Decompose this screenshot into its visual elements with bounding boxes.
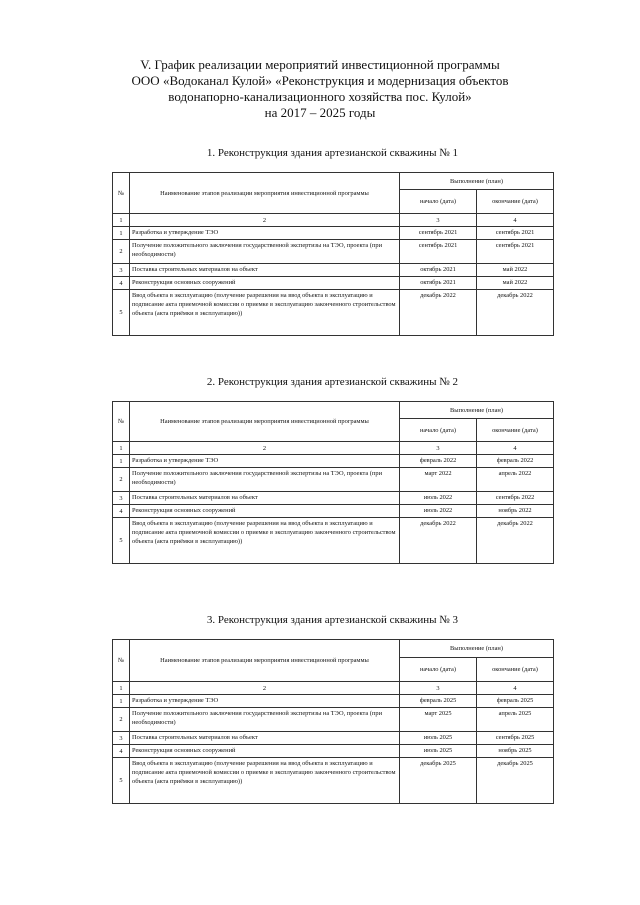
section-title: 1. Реконструкция здания артезианской скважины № 1 — [206, 147, 459, 159]
row-stage-name: Разработка и утверждение ТЭО — [130, 227, 400, 240]
title-line-3: водонапорно-канализационного хозяйства пос. Кулой» — [168, 89, 472, 104]
row-number: 1 — [113, 695, 130, 708]
table-row — [113, 290, 554, 336]
header-end: окончание (дата) — [477, 658, 554, 682]
column-number-row — [113, 442, 554, 455]
document-title — [60, 57, 580, 121]
title-line-2: ООО «Водоканал Кулой» «Реконструкция и модернизация объектов — [131, 73, 509, 88]
row-end-date: сентябрь 2022 — [477, 492, 554, 505]
row-number: 2 — [113, 468, 130, 492]
row-stage-name: Разработка и утверждение ТЭО — [130, 695, 400, 708]
row-end-date: декабрь 2022 — [477, 290, 554, 336]
row-end-date: сентябрь 2025 — [477, 732, 554, 745]
row-start-date: июль 2022 — [400, 505, 477, 518]
table-row — [113, 732, 554, 745]
row-number: 1 — [113, 227, 130, 240]
section-title: 2. Реконструкция здания артезианской скважины № 2 — [206, 376, 459, 388]
row-end-date: ноябрь 2025 — [477, 745, 554, 758]
row-number: 4 — [113, 505, 130, 518]
row-number: 4 — [113, 745, 130, 758]
col-index-3: 3 — [400, 442, 477, 455]
row-number: 3 — [113, 492, 130, 505]
row-stage-name: Поставка строительных материалов на объект — [130, 732, 400, 745]
schedule-table — [112, 639, 554, 804]
table-row — [113, 468, 554, 492]
row-start-date: декабрь 2022 — [400, 518, 477, 564]
table-row — [113, 505, 554, 518]
schedule-table — [112, 401, 554, 564]
col-index-1: 1 — [113, 442, 130, 455]
header-start: начало (дата) — [400, 419, 477, 442]
row-end-date: апрель 2025 — [477, 708, 554, 732]
col-index-3: 3 — [400, 682, 477, 695]
header-end: окончание (дата) — [477, 419, 554, 442]
table-row — [113, 518, 554, 564]
header-execution: Выполнение (план) — [400, 173, 554, 190]
row-start-date: июль 2025 — [400, 732, 477, 745]
row-stage-name: Поставка строительных материалов на объект — [130, 264, 400, 277]
schedule-table — [112, 172, 554, 336]
row-end-date: сентябрь 2021 — [477, 227, 554, 240]
header-end: окончание (дата) — [477, 190, 554, 214]
row-start-date: декабрь 2025 — [400, 758, 477, 804]
col-index-2: 2 — [130, 214, 400, 227]
col-index-4: 4 — [477, 214, 554, 227]
table-row — [113, 277, 554, 290]
section-3 — [112, 613, 553, 785]
row-number: 2 — [113, 240, 130, 264]
col-index-1: 1 — [113, 682, 130, 695]
row-start-date: февраль 2022 — [400, 455, 477, 468]
table-row — [113, 695, 554, 708]
row-start-date: февраль 2025 — [400, 695, 477, 708]
table-row — [113, 227, 554, 240]
table-row — [113, 758, 554, 804]
row-start-date: сентябрь 2021 — [400, 227, 477, 240]
header-stage-name: Наименование этапов реализации мероприятия инвестиционной программы — [130, 640, 400, 682]
table-row — [113, 708, 554, 732]
header-num: № — [113, 640, 130, 682]
row-end-date: май 2022 — [477, 277, 554, 290]
row-number: 5 — [113, 518, 130, 564]
row-start-date: декабрь 2022 — [400, 290, 477, 336]
section-1 — [112, 146, 553, 317]
row-start-date: октябрь 2021 — [400, 264, 477, 277]
col-index-1: 1 — [113, 214, 130, 227]
section-2 — [112, 375, 553, 545]
table-row — [113, 455, 554, 468]
section-title: 3. Реконструкция здания артезианской скважины № 3 — [206, 614, 459, 626]
header-stage-name: Наименование этапов реализации мероприятия инвестиционной программы — [130, 402, 400, 442]
row-start-date: сентябрь 2021 — [400, 240, 477, 264]
row-stage-name: Реконструкция основных сооружений — [130, 745, 400, 758]
header-stage-name: Наименование этапов реализации мероприятия инвестиционной программы — [130, 173, 400, 214]
header-num: № — [113, 402, 130, 442]
column-number-row — [113, 682, 554, 695]
table-row — [113, 745, 554, 758]
header-execution: Выполнение (план) — [400, 402, 554, 419]
row-number: 3 — [113, 264, 130, 277]
title-line-1: V. График реализации мероприятий инвестиционной программы — [140, 57, 500, 72]
row-end-date: май 2022 — [477, 264, 554, 277]
col-index-2: 2 — [130, 442, 400, 455]
col-index-4: 4 — [477, 442, 554, 455]
table-row — [113, 240, 554, 264]
row-stage-name: Поставка строительных материалов на объект — [130, 492, 400, 505]
row-number: 5 — [113, 758, 130, 804]
column-number-row — [113, 214, 554, 227]
row-stage-name: Получение положительного заключения государственной экспертизы на ТЭО, проекта (при необходимости) — [130, 708, 400, 732]
row-stage-name: Получение положительного заключения государственной экспертизы на ТЭО, проекта (при необходимости) — [130, 240, 400, 264]
row-start-date: март 2025 — [400, 708, 477, 732]
row-start-date: июль 2022 — [400, 492, 477, 505]
row-start-date: июль 2025 — [400, 745, 477, 758]
row-stage-name: Разработка и утверждение ТЭО — [130, 455, 400, 468]
col-index-3: 3 — [400, 214, 477, 227]
row-number: 2 — [113, 708, 130, 732]
row-number: 1 — [113, 455, 130, 468]
row-stage-name: Ввод объекта в эксплуатацию (получение разрешения на ввод объекта в эксплуатацию и подписание акта приемочной комиссии о приемке в эксплуатацию законченного строительством объекта (акта приёмки в эксплуатацию)) — [130, 518, 400, 564]
row-end-date: февраль 2025 — [477, 695, 554, 708]
row-stage-name: Реконструкция основных сооружений — [130, 505, 400, 518]
header-start: начало (дата) — [400, 190, 477, 214]
col-index-4: 4 — [477, 682, 554, 695]
row-stage-name: Получение положительного заключения государственной экспертизы на ТЭО, проекта (при необходимости) — [130, 468, 400, 492]
row-end-date: декабрь 2025 — [477, 758, 554, 804]
row-end-date: сентябрь 2021 — [477, 240, 554, 264]
row-stage-name: Ввод объекта в эксплуатацию (получение разрешения на ввод объекта в эксплуатацию и подписание акта приемочной комиссии о приемке в эксплуатацию законченного строительством объекта (акта приёмки в эксплуатацию)) — [130, 290, 400, 336]
row-start-date: март 2022 — [400, 468, 477, 492]
header-num: № — [113, 173, 130, 214]
header-execution: Выполнение (план) — [400, 640, 554, 658]
row-start-date: октябрь 2021 — [400, 277, 477, 290]
row-end-date: апрель 2022 — [477, 468, 554, 492]
row-number: 4 — [113, 277, 130, 290]
row-end-date: февраль 2022 — [477, 455, 554, 468]
table-row — [113, 264, 554, 277]
col-index-2: 2 — [130, 682, 400, 695]
header-start: начало (дата) — [400, 658, 477, 682]
row-number: 5 — [113, 290, 130, 336]
row-stage-name: Реконструкция основных сооружений — [130, 277, 400, 290]
row-end-date: ноябрь 2022 — [477, 505, 554, 518]
row-number: 3 — [113, 732, 130, 745]
row-end-date: декабрь 2022 — [477, 518, 554, 564]
title-line-4: на 2017 – 2025 годы — [264, 105, 376, 120]
table-row — [113, 492, 554, 505]
row-stage-name: Ввод объекта в эксплуатацию (получение разрешения на ввод объекта в эксплуатацию и подписание акта приемочной комиссии о приемке в эксплуатацию законченного строительством объекта (акта приёмки в эксплуатацию)) — [130, 758, 400, 804]
